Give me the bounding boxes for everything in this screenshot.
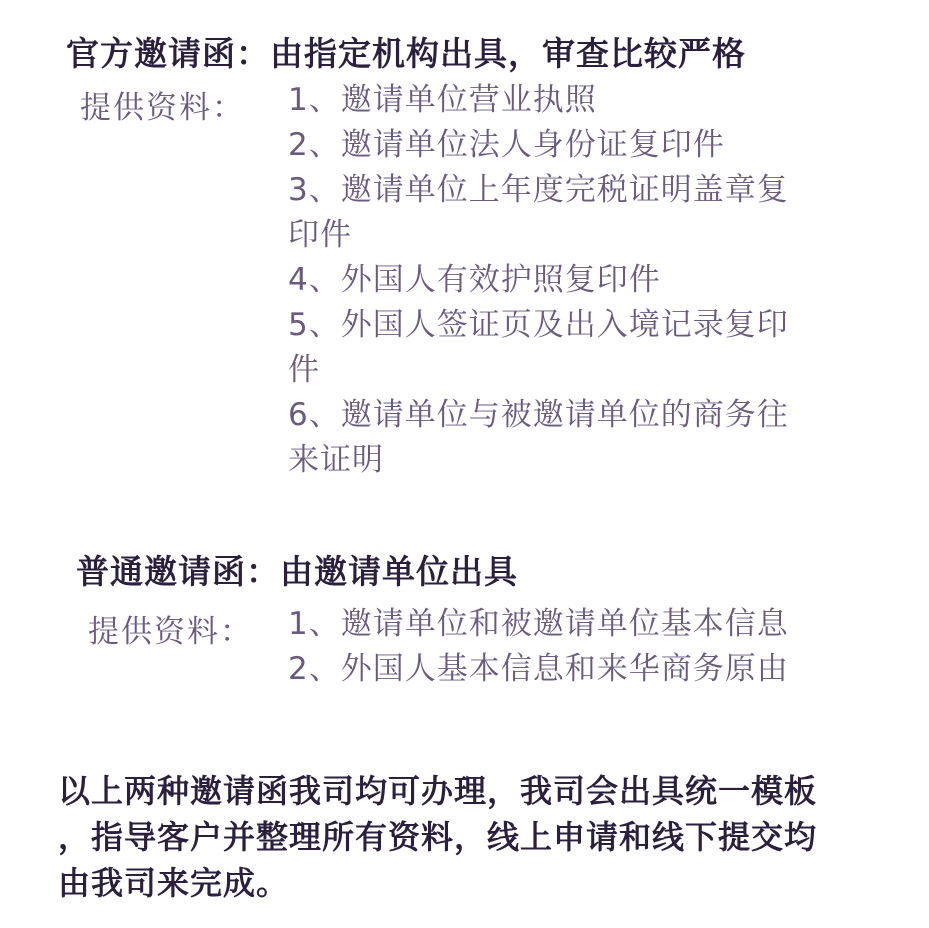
ordinary-invitation-heading: 普通邀请函：由邀请单位出具	[76, 552, 518, 591]
list-item: 2、邀请单位法人身份证复印件	[288, 127, 725, 163]
list-item: 件	[288, 352, 320, 388]
list-item: 1、邀请单位和被邀请单位基本信息	[288, 606, 789, 642]
service-note	[58, 768, 878, 906]
official-invitation-heading: 官方邀请函：由指定机构出具，审查比较严格	[66, 34, 746, 73]
service-note-line: ，指导客户并整理所有资料，线上申请和线下提交均	[58, 818, 818, 856]
official-materials-label: 提供资料：	[80, 90, 245, 126]
list-item: 3、邀请单位上年度完税证明盖章复	[288, 172, 789, 208]
list-item: 5、外国人签证页及出入境记录复印	[288, 307, 789, 343]
service-note-line: 以上两种邀请函我司均可办理，我司会出具统一模板	[58, 772, 818, 810]
list-item: 印件	[288, 217, 352, 253]
list-item: 来证明	[288, 442, 384, 478]
service-note-line: 由我司来完成。	[58, 864, 290, 902]
list-item: 6、邀请单位与被邀请单位的商务往	[288, 397, 789, 433]
ordinary-materials-label: 提供资料：	[88, 614, 253, 650]
ordinary-materials-list	[288, 602, 789, 692]
list-item: 1、邀请单位营业执照	[288, 82, 597, 118]
list-item: 2、外国人基本信息和来华商务原由	[288, 651, 789, 687]
list-item: 4、外国人有效护照复印件	[288, 262, 661, 298]
official-materials-list	[288, 78, 789, 483]
